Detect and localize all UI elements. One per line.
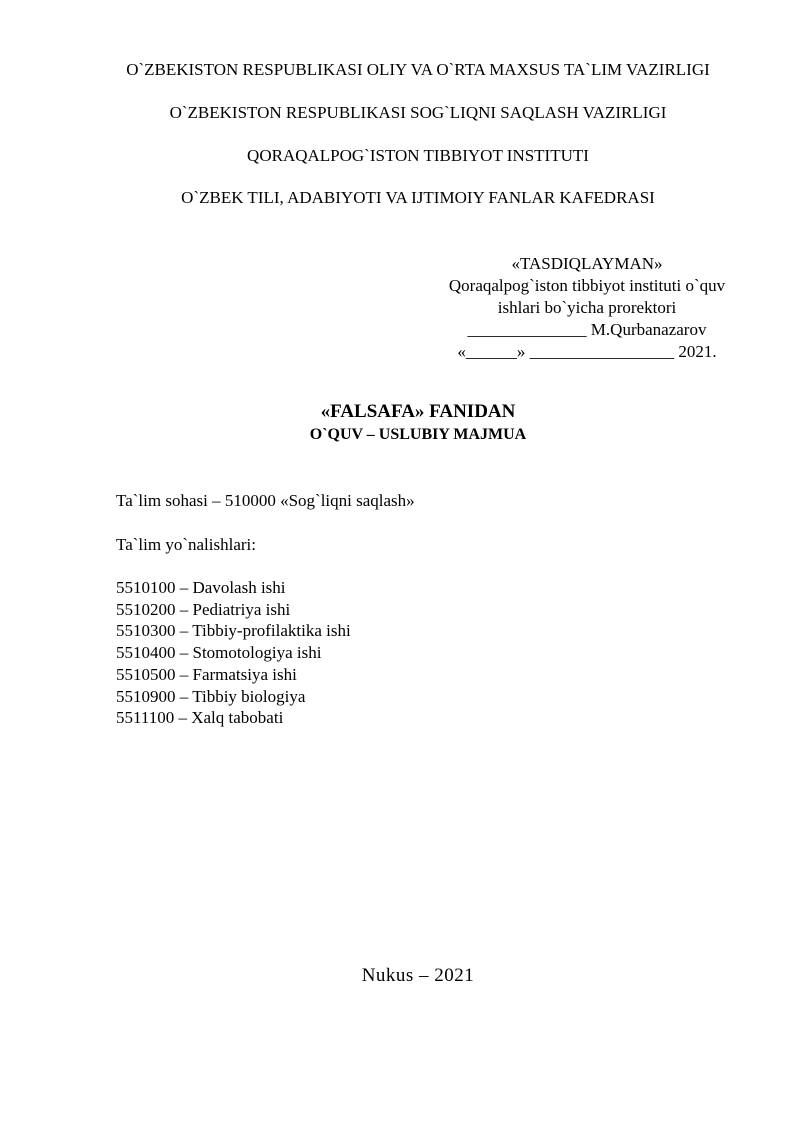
place-and-year: Nukus – 2021: [361, 965, 475, 986]
list-item: 5510200 – Pediatriya ishi: [116, 599, 291, 619]
list-item: 5510400 – Stomotologiya ishi: [116, 643, 322, 663]
ministry-higher-education-heading: O`ZBEKISTON RESPUBLIKASI OLIY VA O`RTA MAXSUS TA`LIM VAZIRLIGI: [126, 60, 710, 79]
list-item: 5510900 – Tibbiy biologiya: [116, 686, 306, 706]
list-item: 5510300 – Tibbiy-profilaktika ishi: [116, 621, 351, 641]
department-heading: O`ZBEK TILI, ADABIYOTI VA IJTIMOIY FANLAR KAFEDRASI: [181, 188, 655, 207]
approver-signature-line: ______________ M.Qurbanazarov: [467, 320, 707, 339]
education-directions-list: [116, 577, 351, 729]
document-title: «FALSAFA» FANIDAN: [320, 401, 516, 422]
approver-position-line2: ishlari bo`yicha prorektori: [497, 298, 677, 317]
approval-date-line: «______» _________________ 2021.: [457, 342, 717, 361]
approval-block: [422, 253, 752, 363]
education-directions-label: Ta`lim yo`nalishlari:: [116, 535, 256, 554]
approval-heading: «TASDIQLAYMAN»: [511, 254, 663, 273]
document-subtitle: O`QUV – USLUBIY MAJMUA: [309, 426, 527, 443]
document-title-block: [18, 400, 800, 446]
list-item: 5510100 – Davolash ishi: [116, 578, 286, 597]
ministry-health-heading: O`ZBEKISTON RESPUBLIKASI SOG`LIQNI SAQLASH VAZIRLIGI: [169, 103, 667, 122]
institute-heading: QORAQALPOG`ISTON TIBBIYOT INSTITUTI: [247, 146, 589, 165]
list-item: 5510500 – Farmatsiya ishi: [116, 664, 297, 684]
approver-position-line1: Qoraqalpog`iston tibbiyot instituti o`quv: [448, 276, 726, 295]
education-area: Ta`lim sohasi – 510000 «Sog`liqni saqlash»: [116, 491, 415, 510]
list-item: 5511100 – Xalq tabobati: [116, 708, 284, 728]
